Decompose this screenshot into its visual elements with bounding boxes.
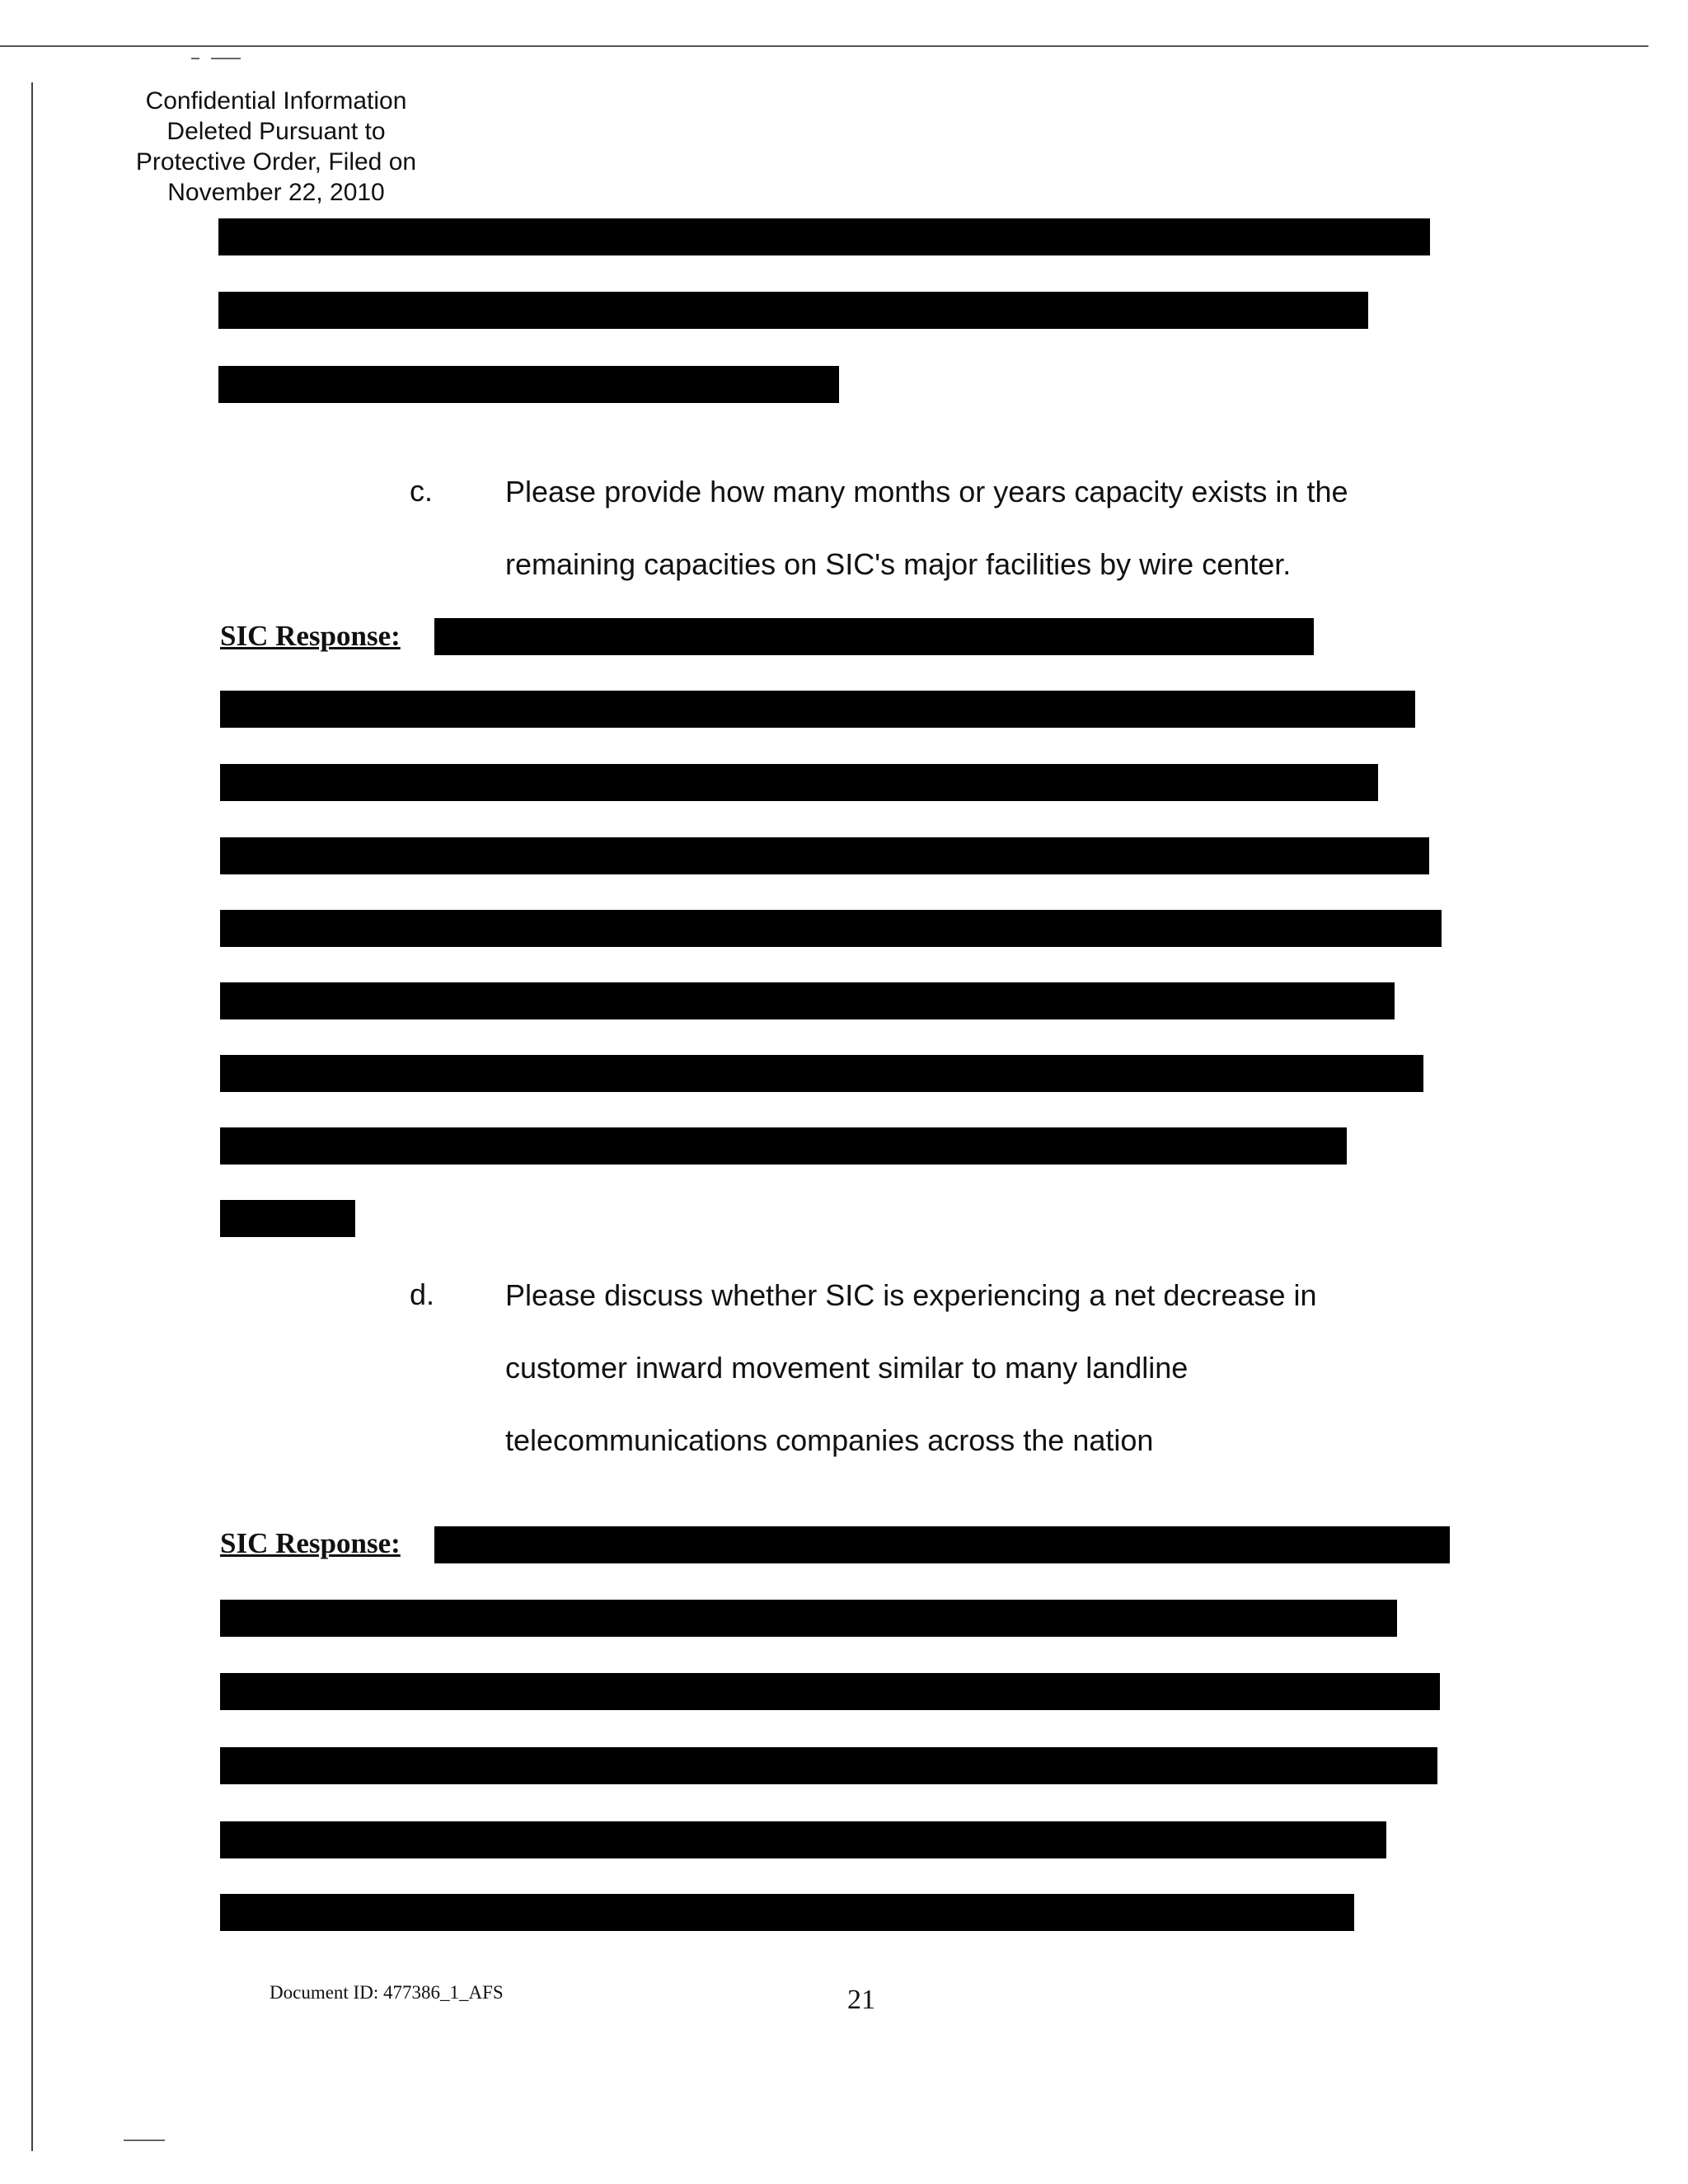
response-label: SIC Response: xyxy=(220,1527,401,1559)
redaction-bar xyxy=(434,1526,1450,1563)
redaction-bar xyxy=(220,1055,1423,1092)
redaction-bar xyxy=(220,691,1415,728)
document-id: Document ID: 477386_1_AFS xyxy=(270,1982,504,2003)
redaction-bar xyxy=(218,218,1430,255)
question-line: remaining capacities on SIC's major facilities by wire center. xyxy=(505,547,1292,581)
notice-line: Deleted Pursuant to xyxy=(166,118,386,145)
question-line: customer inward movement similar to many landline xyxy=(505,1351,1189,1385)
response-label: SIC Response: xyxy=(220,620,401,652)
redaction-bar xyxy=(220,764,1378,801)
notice-line: Confidential Information xyxy=(145,87,407,115)
scan-speck xyxy=(211,58,241,59)
page-number: 21 xyxy=(847,1985,875,2015)
redaction-bar xyxy=(434,618,1314,655)
redaction-bar xyxy=(220,837,1429,874)
redaction-bar xyxy=(220,1127,1347,1165)
notice-line: November 22, 2010 xyxy=(167,179,385,206)
redaction-bar xyxy=(220,1200,355,1237)
scan-speck xyxy=(191,58,199,59)
notice-line: Protective Order, Filed on xyxy=(135,148,417,176)
redaction-bar xyxy=(218,292,1368,329)
confidentiality-notice xyxy=(124,86,429,208)
question-line: telecommunications companies across the nation xyxy=(505,1423,1154,1457)
redaction-bar xyxy=(220,982,1395,1019)
redaction-bar xyxy=(220,1821,1386,1858)
redaction-bar xyxy=(218,366,839,403)
redaction-bar xyxy=(220,910,1442,947)
redaction-bar xyxy=(220,1600,1397,1637)
question-letter: c. xyxy=(410,474,434,508)
redaction-bar xyxy=(220,1673,1440,1710)
redaction-bar xyxy=(220,1894,1354,1931)
redaction-bar xyxy=(220,1747,1437,1784)
top-rule xyxy=(0,45,1648,47)
left-margin-rule xyxy=(31,82,33,2151)
question-text xyxy=(505,456,1494,601)
scan-speck xyxy=(124,2139,165,2141)
question-line: Please discuss whether SIC is experiencing a net decrease in xyxy=(505,1278,1317,1312)
question-text xyxy=(505,1259,1494,1477)
question-letter: d. xyxy=(410,1277,435,1311)
question-line: Please provide how many months or years capacity exists in the xyxy=(505,475,1348,509)
